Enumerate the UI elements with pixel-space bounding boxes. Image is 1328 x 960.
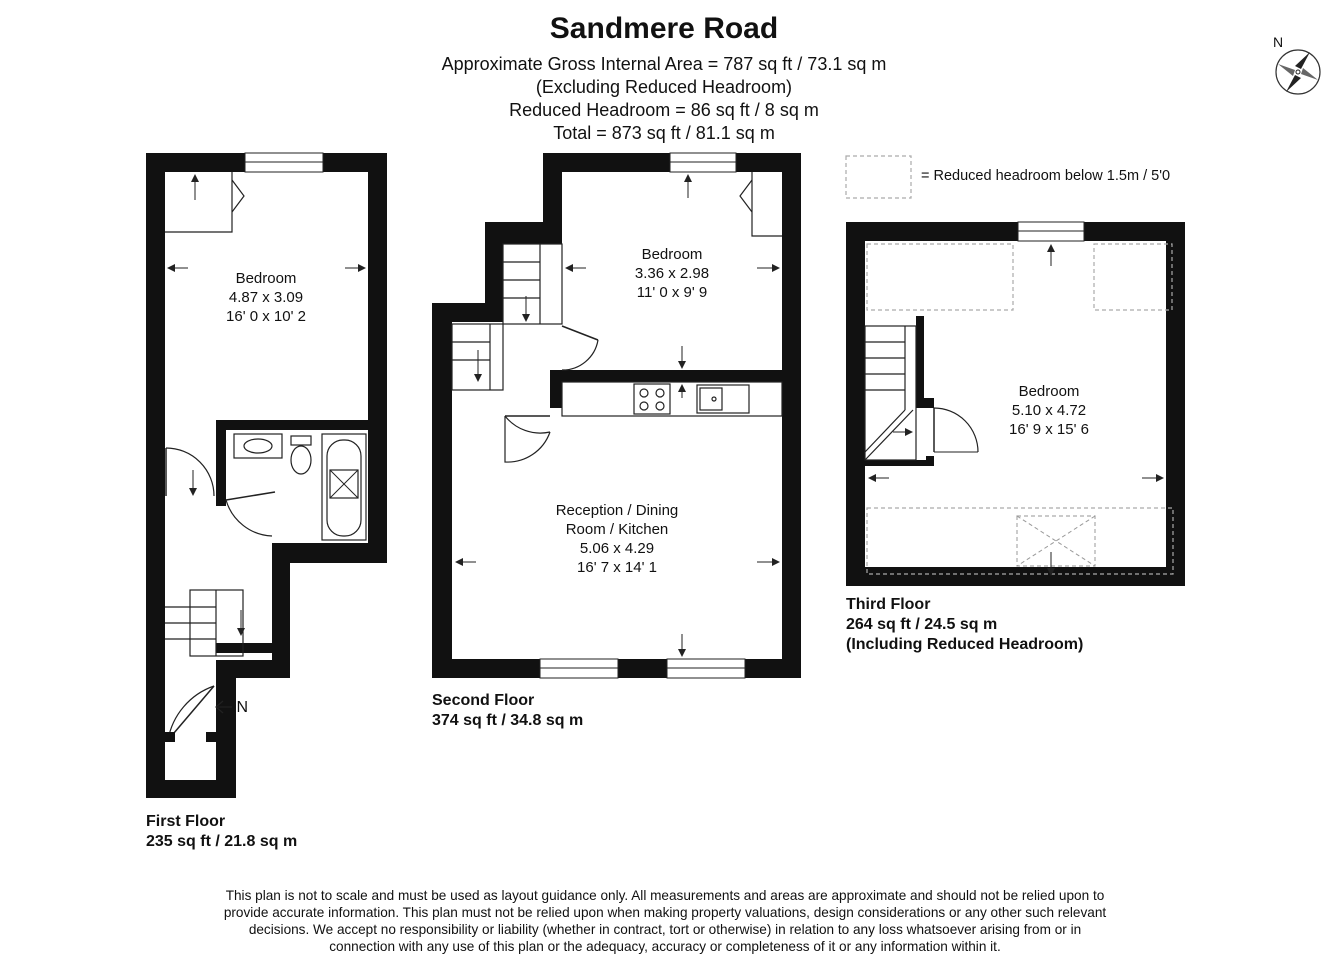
floor-note: (Including Reduced Headroom) [846, 636, 1084, 653]
room-metric: 5.10 x 4.72 [1011, 402, 1087, 419]
second-floor-plan [432, 153, 801, 678]
reduced-headroom-line: Reduced Headroom = 86 sq ft / 8 sq m [509, 100, 819, 120]
room-name: Bedroom [1018, 383, 1080, 400]
third-floor-caption [846, 595, 1083, 655]
room-metric: 3.36 x 2.98 [634, 265, 710, 282]
legend-text: = Reduced headroom below 1.5m / 5'0 [921, 168, 1171, 184]
room-name: Bedroom [235, 270, 297, 287]
floor-name: Second Floor [432, 692, 535, 709]
second-floor-bedroom-label [602, 245, 742, 302]
room-imperial: 16' 0 x 10' 2 [226, 308, 306, 325]
reception-label [537, 501, 697, 577]
disclaimer-line: This plan is not to scale and must be used as layout guidance only. All measurements and areas are approximate and should not be relied upon to [225, 888, 1105, 903]
room-name-line2: Room / Kitchen [565, 521, 669, 538]
first-floor-caption [146, 812, 297, 852]
room-name-line1: Reception / Dining [555, 502, 679, 519]
disclaimer-line: connection with any use of this plan or the adequacy, accuracy or completeness of it or any information within it. [329, 939, 1001, 954]
room-imperial: 16' 7 x 14' 1 [577, 559, 657, 576]
room-metric: 4.87 x 3.09 [228, 289, 304, 306]
room-imperial: 11' 0 x 9' 9 [636, 284, 708, 301]
total-area-line: Total = 873 sq ft / 81.1 sq m [553, 123, 775, 143]
plan-title: Sandmere Road [549, 12, 779, 45]
floor-area: 374 sq ft / 34.8 sq m [432, 712, 584, 729]
first-floor-bedroom-label [196, 269, 336, 326]
compass-rose-icon [1276, 50, 1320, 94]
first-floor-plan [146, 153, 387, 798]
reduced-headroom-swatch [846, 156, 911, 198]
compass-north-label: N [1273, 34, 1284, 50]
room-imperial: 16' 9 x 15' 6 [1009, 421, 1089, 438]
second-floor-caption [432, 691, 583, 731]
excluding-line: (Excluding Reduced Headroom) [535, 77, 793, 97]
floor-name: First Floor [146, 813, 226, 830]
floor-name: Third Floor [846, 596, 931, 613]
room-name: Bedroom [641, 246, 703, 263]
floor-area: 264 sq ft / 24.5 sq m [846, 616, 998, 633]
disclaimer-line: provide accurate information. This plan must not be relied upon when making property valuations, design considerations or any other such relevant [223, 905, 1107, 920]
entrance-label: IN [232, 699, 248, 716]
disclaimer [150, 887, 1180, 955]
disclaimer-line: decisions. We accept no responsibility or liability (whether in contract, tort or otherwise) in relation to any loss whatsoever arising from or in [248, 922, 1082, 937]
gross-area-line: Approximate Gross Internal Area = 787 sq ft / 73.1 sq m [441, 54, 887, 74]
floor-area: 235 sq ft / 21.8 sq m [146, 833, 298, 850]
room-metric: 5.06 x 4.29 [579, 540, 655, 557]
third-floor-bedroom-label [979, 382, 1119, 439]
